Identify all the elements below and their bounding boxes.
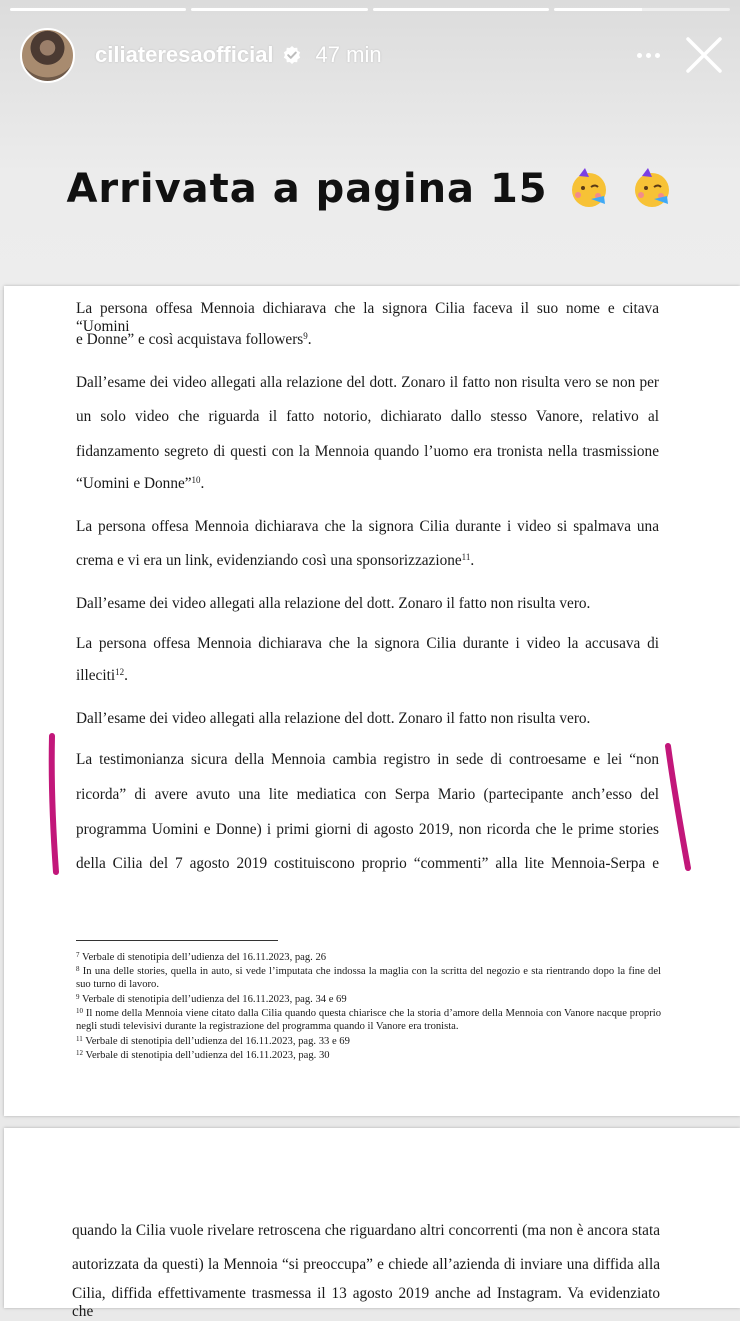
story-header [20,26,726,84]
footnote: $^9$ Verbale di stenotipia dell’udienza del 16.11.2023, pag. 34 e 69 [76,993,347,1005]
partying-face-emoji [630,166,674,210]
footnote: $^7$ Verbale di stenotipia dell’udienza del 16.11.2023, pag. 26 [76,951,327,963]
doc-line: Dall’esame dei video allegati alla relazione del dott. Zonaro il fatto non risulta vero. [76,710,591,727]
doc-line: quando la Cilia vuole rivelare retroscena che riguardano altri concorrenti (ma non è ancora stata [72,1222,660,1239]
progress-segment [373,8,549,11]
avatar[interactable] [20,28,75,83]
post-time: 47 min [315,42,382,67]
doc-line: Dall’esame dei video allegati alla relazione del dott. Zonaro il fatto non risulta vero se non per [76,374,659,391]
doc-line: Dall’esame dei video allegati alla relazione del dott. Zonaro il fatto non risulta vero. [76,595,591,612]
next-document-page [4,1128,740,1320]
footnote: $^{10}$ Il nome della Mennoia viene citato dalla Cilia quando questa chiarisce che la storia d’amore della Mennoia con Vanore nacque proprio negli studi televisivi durante la registrazione del programma quando il Vanore era tronista. [76,1007,661,1032]
doc-line: crema e vi era un link, evidenziando così una sponsorizzazione$^{11}$. [76,552,475,569]
doc-line: fidanzamento segreto di questi con la Mennoia quando l’uomo era tronista nella trasmissione [76,443,659,460]
progress-segment-active [554,8,730,11]
doc-line: autorizzata da questi) la Mennoia “si preoccupa” e chiede all’azienda di inviare una diffida alla [72,1256,660,1273]
doc-line: Cilia, diffida effettivamente trasmessa il 13 agosto 2019 anche ad Instagram. Va evidenziato che [72,1285,660,1320]
story-caption [0,166,740,212]
document-page [4,286,740,1116]
doc-line: “Uomini e Donne”$^{10}$. [76,475,205,492]
doc-line: un solo video che riguarda il fatto notorio, dichiarato dallo stesso Vanore, relativo al [76,408,659,425]
story-progress-bar [10,8,730,11]
doc-line: La persona offesa Mennoia dichiarava che la signora Cilia faceva il suo nome e citava “Uomini [76,300,659,335]
caption-text: Arrivata a pagina 15 [66,166,548,212]
doc-line: La persona offesa Mennoia dichiarava che la signora Cilia durante i video la accusava di [76,635,659,652]
doc-line: della Cilia del 7 agosto 2019 costituiscono proprio “commenti” alla lite Mennoia-Serpa e [76,855,659,872]
doc-line: ricorda” di avere avuto una lite mediatica con Serpa Mario (partecipante anch’esso del [76,786,659,803]
doc-line: La persona offesa Mennoia dichiarava che la signora Cilia durante i video si spalmava una [76,518,659,535]
footnote: $^{12}$ Verbale di stenotipia dell’udienza del 16.11.2023, pag. 30 [76,1049,330,1061]
progress-segment [10,8,186,11]
highlight-marker-right [660,740,700,875]
more-options-icon[interactable] [626,33,670,77]
doc-line: illeciti$^{12}$. [76,667,128,684]
footnote-divider [76,940,278,941]
username[interactable]: ciliateresaofficial [95,42,274,67]
verified-badge-icon [282,45,302,65]
footnote: $^{11}$ Verbale di stenotipia dell’udienza del 16.11.2023, pag. 33 e 69 [76,1035,350,1047]
doc-line: La testimonianza sicura della Mennoia cambia registro in sede di controesame e lei “non [76,751,659,768]
doc-line: programma Uomini e Donne) i primi giorni di agosto 2019, non ricorda che le prime stories [76,821,659,838]
footnote: $^8$ In una delle stories, quella in auto, si vede l’imputata che indossa la maglia con la scritta del negozio e sta rientrando dopo la fine del suo turno di lavoro. [76,965,661,990]
highlight-marker-left [40,730,70,880]
doc-line: e Donne” e così acquistava followers$^9$. [76,331,312,348]
close-icon[interactable] [682,33,726,77]
progress-segment [191,8,367,11]
partying-face-emoji [567,166,611,210]
